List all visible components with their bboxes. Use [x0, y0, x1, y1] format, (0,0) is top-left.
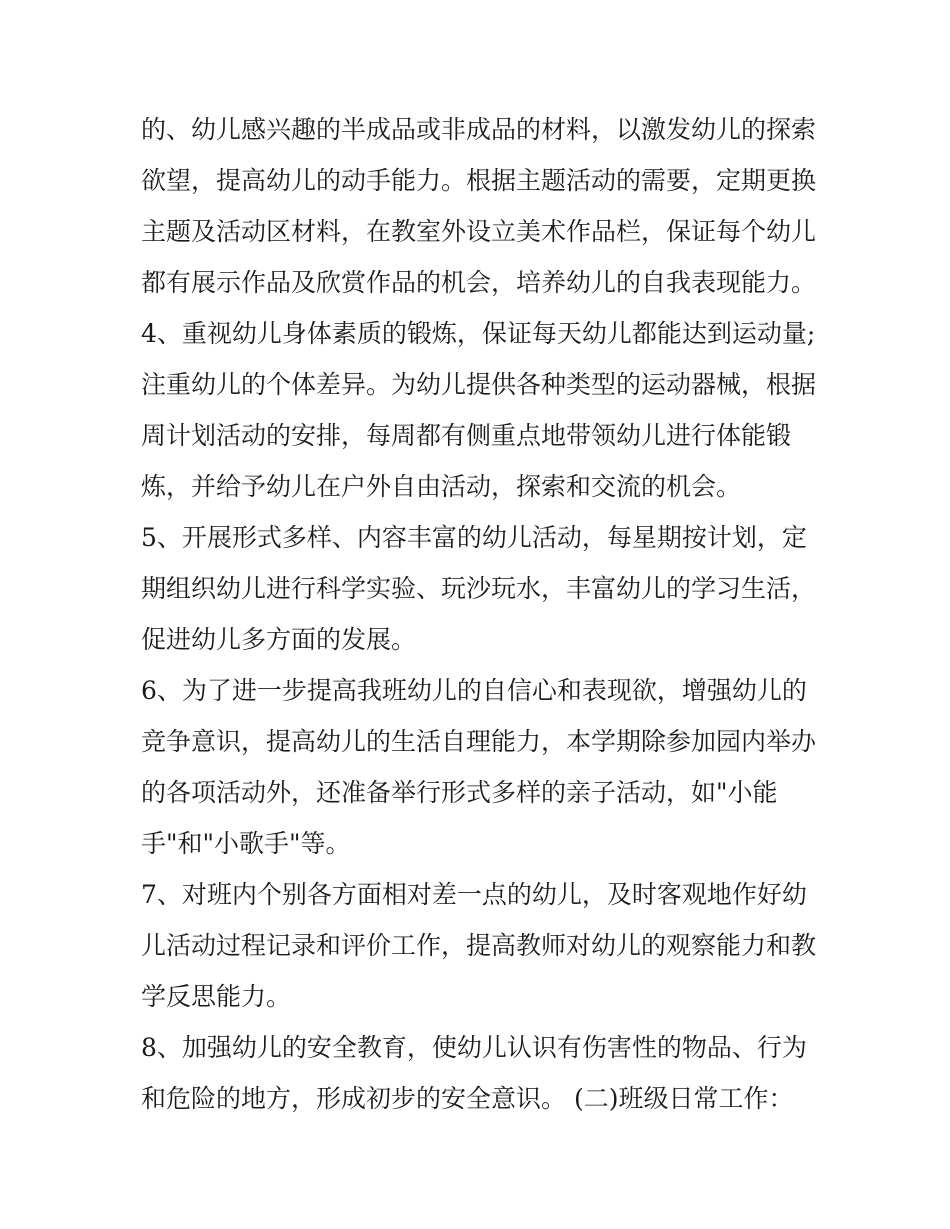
text-line: 竞争意识，提高幼儿的生活自理能力，本学期除参加园内举办: [141, 727, 817, 756]
text-line: 周计划活动的安排，每周都有侧重点地带领幼儿进行体能锻: [141, 421, 792, 450]
text-line: 手"和"小歌手"等。: [141, 829, 351, 858]
text-line: 6、为了进一步提高我班幼儿的自信心和表现欲，增强幼儿的: [141, 676, 807, 705]
text-line: 学反思能力。: [141, 982, 292, 1011]
text-line: 儿活动过程记录和评价工作，提高教师对幼儿的观察能力和教: [141, 931, 817, 960]
text-line: 促进幼儿多方面的发展。: [141, 625, 417, 654]
text-line: 都有展示作品及欣赏作品的机会，培养幼儿的自我表现能力。: [141, 268, 817, 297]
text-line: 炼，并给予幼儿在户外自由活动，探索和交流的机会。: [141, 472, 742, 501]
text-line: 8、加强幼儿的安全教育，使幼儿认识有伤害性的物品、行为: [141, 1033, 807, 1062]
document-body: [141, 104, 831, 1124]
text-line: 7、对班内个别各方面相对差一点的幼儿，及时客观地作好幼: [141, 880, 807, 909]
text-line: 5、开展形式多样、内容丰富的幼儿活动，每星期按计划，定: [141, 523, 807, 552]
text-line: 和危险的地方，形成初步的安全意识。 (二)班级日常工作：: [141, 1084, 794, 1113]
text-line: 注重幼儿的个体差异。为幼儿提供各种类型的运动器械，根据: [141, 370, 817, 399]
text-line: 4、重视幼儿身体素质的锻炼，保证每天幼儿都能达到运动量;: [141, 319, 816, 348]
text-line: 期组织幼儿进行科学实验、玩沙玩水，丰富幼儿的学习生活，: [141, 574, 817, 603]
text-line: 的、幼儿感兴趣的半成品或非成品的材料，以激发幼儿的探索: [141, 115, 817, 144]
text-line: 主题及活动区材料，在教室外设立美术作品栏，保证每个幼儿: [141, 217, 817, 246]
text-line: 欲望，提高幼儿的动手能力。根据主题活动的需要，定期更换: [141, 166, 817, 195]
text-line: 的各项活动外，还准备举行形式多样的亲子活动，如"小能: [141, 778, 778, 807]
